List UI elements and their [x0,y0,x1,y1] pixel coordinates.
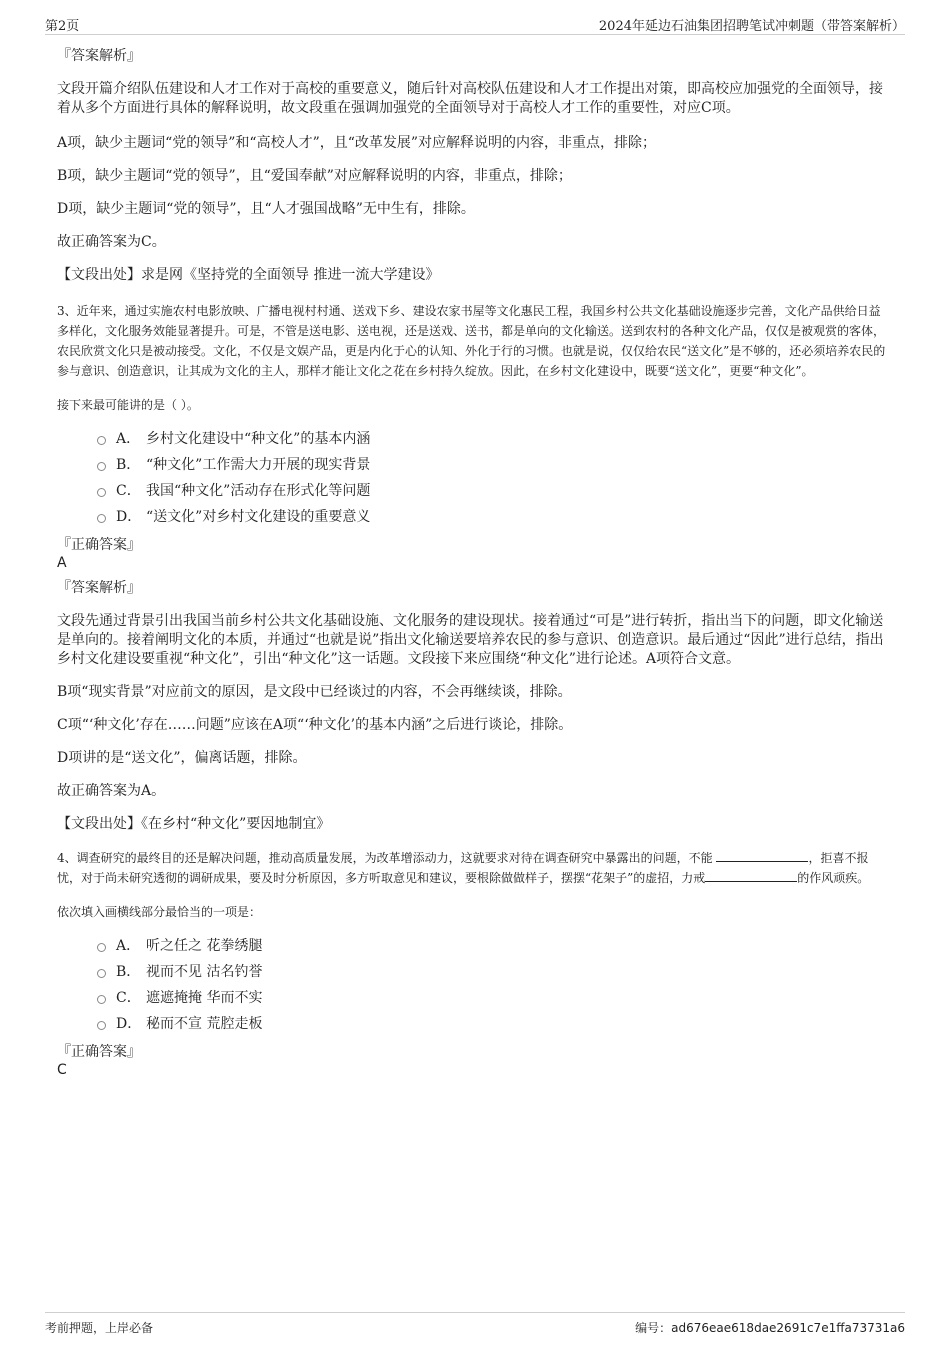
q2-option-d-analysis: D项，缺少主题词“党的领导”，且“人才强国战略”无中生有，排除。 [57,201,475,217]
q3-option-b[interactable] [97,451,892,477]
option-text: “种文化”工作需大力开展的现实背景 [146,457,371,473]
q3-correct-tag: 『正确答案』 [57,537,141,553]
q3-conclusion: 故正确答案为A。 [57,783,166,799]
radio-button-icon[interactable] [97,514,106,523]
q3-question: 接下来最可能讲的是（ ）。 [57,398,199,412]
q4-stem [57,848,892,888]
q3-option-b-analysis: B项“现实背景”对应前文的原因，是文段中已经谈过的内容，不会再继续谈，排除。 [57,684,572,700]
option-letter: B． [116,457,141,473]
option-text: 听之任之 花拳绣腿 [146,938,263,954]
q4-option-b[interactable] [97,958,892,984]
q4-correct-tag: 『正确答案』 [57,1044,141,1060]
radio-button-icon[interactable] [97,995,106,1004]
q2-conclusion: 故正确答案为C。 [57,234,166,250]
q3-source: 【文段出处】《在乡村“种文化”要因地制宜》 [57,816,331,832]
serial-label: 编号： [635,1320,672,1335]
q4-question: 依次填入画横线部分最恰当的一项是： [57,905,262,919]
option-letter: D． [116,509,142,525]
q3-option-c[interactable] [97,477,892,503]
q4-blank-1 [716,849,808,862]
q4-option-d[interactable] [97,1010,892,1036]
option-letter: C． [116,990,141,1006]
radio-button-icon[interactable] [97,488,106,497]
q3-option-a[interactable] [97,425,892,451]
option-letter: A． [116,938,141,954]
q2-option-a-analysis: A项，缺少主题词“党的领导”和“高校人才”，且“改革发展”对应解释说明的内容，非重点，排除； [57,135,657,151]
radio-button-icon[interactable] [97,436,106,445]
page-number: 第2页 [45,18,80,34]
q4-options [97,932,892,1036]
q2-analysis-tag: 『答案解析』 [57,48,141,64]
footer-slogan: 考前押题，上岸必备 [45,1320,154,1335]
option-letter: C． [116,483,141,499]
q3-option-c-analysis: C项“‘种文化’存在……问题”应该在A项“‘种文化’的基本内涵”之后进行谈论，排除。 [57,717,573,733]
q4-option-c[interactable] [97,984,892,1010]
option-text: 视而不见 沽名钓誉 [146,964,263,980]
option-text: 秘而不宣 荒腔走板 [146,1016,263,1032]
page-footer [45,1312,905,1337]
q4-stem-part3: 的作风顽疾。 [797,871,870,885]
q3-options [97,425,892,529]
page-header [45,14,905,35]
q2-option-b-analysis: B项，缺少主题词“党的领导”，且“爱国奉献”对应解释说明的内容，非重点，排除； [57,168,572,184]
q4-correct-answer: C [57,1062,67,1078]
radio-button-icon[interactable] [97,969,106,978]
option-letter: D． [116,1016,142,1032]
q3-option-d-analysis: D项讲的是“送文化”，偏离话题，排除。 [57,750,307,766]
serial-number [635,1319,905,1336]
option-text: 乡村文化建设中“种文化”的基本内涵 [146,431,371,447]
q4-option-a[interactable] [97,932,892,958]
q4-blank-2 [705,869,797,882]
q2-source: 【文段出处】求是网《坚持党的全面领导 推进一流大学建设》 [57,267,440,283]
radio-button-icon[interactable] [97,462,106,471]
option-letter: A． [116,431,141,447]
q4-stem-part1: 4、调查研究的最终目的还是解决问题，推动高质量发展，为改革增添动力，这就要求对待在调查研究中暴露出的问题，不能 [57,851,713,865]
q3-analysis: 文段先通过背景引出我国当前乡村公共文化基础设施、文化服务的建设现状。接着通过“可是”进行转折，指出当下的问题，即文化输送是单向的。接着阐明文化的本质，并通过“也就是说”指出文化输送要培养农民的参与意识、创造意识。最后通过“因此”进行总结，指出乡村文化建设要重视“种文化”，引出“种文化”这一话题。文段接下来应围绕“种文化”进行论述。A项符合文意。 [57,613,884,667]
q4-stem-part2: ，拒喜不报忧，对于尚未研究透彻的调研成果，要及时分析原因，多方听取意见和建议，要根除做做样子，摆摆“花架子”的虚招，力戒 [57,851,869,885]
option-letter: B． [116,964,141,980]
radio-button-icon[interactable] [97,943,106,952]
option-text: 遮遮掩掩 华而不实 [146,990,263,1006]
q2-analysis: 文段开篇介绍队伍建设和人才工作对于高校的重要意义，随后针对高校队伍建设和人才工作提出对策，即高校应加强党的全面领导，接着从多个方面进行具体的解释说明，故文段重在强调加强党的全面领导对于高校人才工作的重要性，对应C项。 [57,81,883,116]
option-text: 我国“种文化”活动存在形式化等问题 [146,483,371,499]
option-text: “送文化”对乡村文化建设的重要意义 [146,509,371,525]
q3-analysis-tag: 『答案解析』 [57,580,141,596]
document-title: 2024年延边石油集团招聘笔试冲刺题（带答案解析） [598,18,905,34]
q3-correct-answer: A [57,555,67,571]
q3-stem: 3、近年来，通过实施农村电影放映、广播电视村村通、送戏下乡、建设农家书屋等文化惠民工程，我国乡村公共文化基础设施逐步完善，文化产品供给日益多样化，文化服务效能显著提升。可是，不管是送电影、送电视，还是送戏、送书，都是单向的文化输送。送到农村的各种文化产品，仅仅是被观赏的客体，农民欣赏文化只是被动接受。文化，不仅是文娱产品，更是内化于心的认知、外化于行的习惯。也就是说，仅仅给农民“送文化”是不够的，还必须培养农民的参与意识、创造意识，让其成为文化的主人，那样才能让文化之花在乡村持久绽放。因此，在乡村文化建设中，既要“送文化”，更要“种文化”。 [57,304,886,378]
page-content [57,46,892,1079]
serial-value: ad676eae618dae2691c7e1ffa73731a6 [671,1320,905,1335]
q3-option-d[interactable] [97,503,892,529]
radio-button-icon[interactable] [97,1021,106,1030]
